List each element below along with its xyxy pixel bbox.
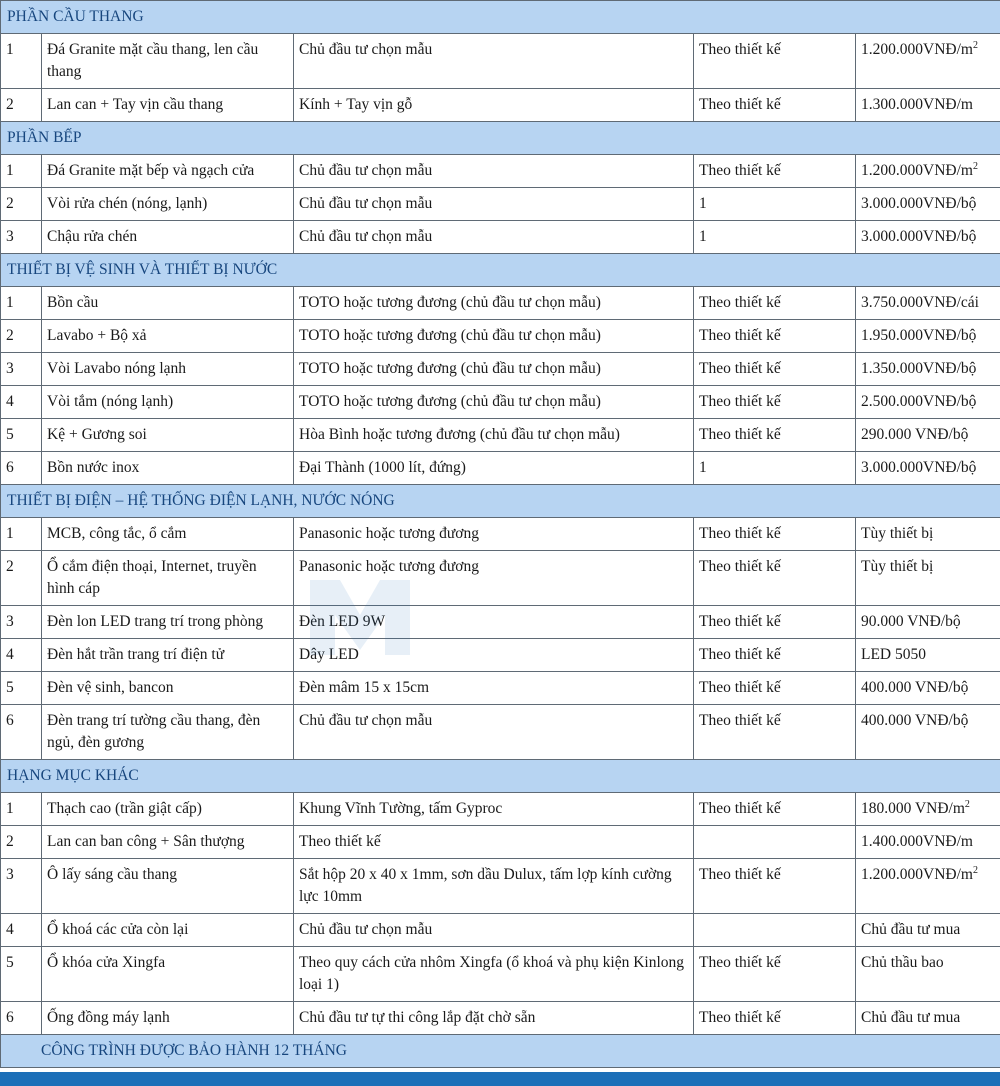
row-number-cell: 1	[1, 155, 42, 188]
specification-cell: Panasonic hoặc tương đương	[294, 551, 694, 606]
specification-cell: Dây LED	[294, 639, 694, 672]
specification-cell: Đèn LED 9W	[294, 606, 694, 639]
price-cell: 90.000 VNĐ/bộ	[856, 606, 1000, 639]
warranty-footer-row	[1, 1035, 1000, 1068]
row-number-cell: 2	[1, 188, 42, 221]
unit-exponent: 2	[972, 160, 978, 172]
unit-exponent: 2	[972, 864, 978, 876]
price-cell: LED 5050	[856, 639, 1000, 672]
row-number-cell: 2	[1, 89, 42, 122]
specification-cell: Chủ đầu tư chọn mẫu	[294, 188, 694, 221]
section-title: PHẦN BẾP	[1, 122, 1000, 155]
row-number-cell: 6	[1, 452, 42, 485]
quantity-cell: 1	[694, 188, 856, 221]
price-cell: 1.300.000VNĐ/m	[856, 89, 1000, 122]
quantity-cell: Theo thiết kế	[694, 89, 856, 122]
price-cell	[856, 859, 1000, 914]
item-name-cell: Vòi tắm (nóng lạnh)	[42, 386, 294, 419]
price-cell	[856, 155, 1000, 188]
price-cell: 3.000.000VNĐ/bộ	[856, 221, 1000, 254]
price-cell: 290.000 VNĐ/bộ	[856, 419, 1000, 452]
item-name-cell: Đá Granite mặt bếp và ngạch cửa	[42, 155, 294, 188]
specification-cell: Theo quy cách cửa nhôm Xingfa (ổ khoá và phụ kiện Kinlong loại 1)	[294, 947, 694, 1002]
specification-cell: Hòa Bình hoặc tương đương (chủ đầu tư chọn mẫu)	[294, 419, 694, 452]
table-row	[1, 34, 1000, 89]
table-row	[1, 386, 1000, 419]
section-header-row	[1, 122, 1000, 155]
table-row	[1, 419, 1000, 452]
specification-cell: Đại Thành (1000 lít, đứng)	[294, 452, 694, 485]
price-cell	[856, 793, 1000, 826]
price-cell: Chủ đầu tư mua	[856, 914, 1000, 947]
section-header-row	[1, 1, 1000, 34]
row-number-cell: 5	[1, 419, 42, 452]
row-number-cell: 3	[1, 221, 42, 254]
table-row	[1, 793, 1000, 826]
quantity-cell: 1	[694, 452, 856, 485]
item-name-cell: Lan can ban công + Sân thượng	[42, 826, 294, 859]
item-name-cell: Đèn hắt trần trang trí điện tử	[42, 639, 294, 672]
quantity-cell: Theo thiết kế	[694, 155, 856, 188]
item-name-cell: Đèn trang trí tường cầu thang, đèn ngủ, đèn gương	[42, 705, 294, 760]
quantity-cell: Theo thiết kế	[694, 34, 856, 89]
section-header-row	[1, 760, 1000, 793]
row-number-cell: 6	[1, 1002, 42, 1035]
section-title: THIẾT BỊ ĐIỆN – HỆ THỐNG ĐIỆN LẠNH, NƯỚC NÓNG	[1, 485, 1000, 518]
bottom-accent-bar	[0, 1072, 1000, 1086]
specification-cell: Chủ đầu tư chọn mẫu	[294, 914, 694, 947]
section-title: HẠNG MỤC KHÁC	[1, 760, 1000, 793]
item-name-cell: Lavabo + Bộ xả	[42, 320, 294, 353]
row-number-cell: 3	[1, 859, 42, 914]
table-row	[1, 639, 1000, 672]
price-text: 1.200.000VNĐ/m	[861, 866, 973, 883]
specification-cell: Kính + Tay vịn gỗ	[294, 89, 694, 122]
table-row	[1, 947, 1000, 1002]
warranty-text: CÔNG TRÌNH ĐƯỢC BẢO HÀNH 12 THÁNG	[1, 1035, 1000, 1068]
table-row	[1, 287, 1000, 320]
price-text: 1.200.000VNĐ/m	[861, 41, 973, 58]
item-name-cell: MCB, công tắc, ổ cắm	[42, 518, 294, 551]
table-row	[1, 188, 1000, 221]
price-cell	[856, 34, 1000, 89]
quantity-cell: Theo thiết kế	[694, 947, 856, 1002]
materials-table-body	[1, 1, 1000, 1068]
table-row	[1, 221, 1000, 254]
specification-cell: Sắt hộp 20 x 40 x 1mm, sơn dầu Dulux, tấm lợp kính cường lực 10mm	[294, 859, 694, 914]
row-number-cell: 2	[1, 551, 42, 606]
item-name-cell: Bồn cầu	[42, 287, 294, 320]
section-header-row	[1, 254, 1000, 287]
item-name-cell: Vòi Lavabo nóng lạnh	[42, 353, 294, 386]
row-number-cell: 1	[1, 287, 42, 320]
specification-cell: TOTO hoặc tương đương (chủ đầu tư chọn mẫu)	[294, 386, 694, 419]
table-row	[1, 826, 1000, 859]
item-name-cell: Vòi rửa chén (nóng, lạnh)	[42, 188, 294, 221]
row-number-cell: 4	[1, 639, 42, 672]
price-cell: Chủ đầu tư mua	[856, 1002, 1000, 1035]
table-row	[1, 606, 1000, 639]
row-number-cell: 1	[1, 518, 42, 551]
price-cell: Tùy thiết bị	[856, 551, 1000, 606]
quantity-cell: Theo thiết kế	[694, 518, 856, 551]
section-title: PHẦN CẦU THANG	[1, 1, 1000, 34]
specification-cell: Chủ đầu tư chọn mẫu	[294, 155, 694, 188]
price-cell: 1.350.000VNĐ/bộ	[856, 353, 1000, 386]
table-row	[1, 859, 1000, 914]
price-cell: 2.500.000VNĐ/bộ	[856, 386, 1000, 419]
quantity-cell	[694, 914, 856, 947]
price-text: 180.000 VNĐ/m	[861, 800, 965, 817]
row-number-cell: 4	[1, 914, 42, 947]
table-row	[1, 353, 1000, 386]
specification-cell: Theo thiết kế	[294, 826, 694, 859]
price-cell: 1.950.000VNĐ/bộ	[856, 320, 1000, 353]
item-name-cell: Kệ + Gương soi	[42, 419, 294, 452]
price-cell: Chủ thầu bao	[856, 947, 1000, 1002]
row-number-cell: 4	[1, 386, 42, 419]
table-row	[1, 914, 1000, 947]
specification-cell: Đèn mâm 15 x 15cm	[294, 672, 694, 705]
specification-cell: Khung Vĩnh Tường, tấm Gyproc	[294, 793, 694, 826]
section-title: THIẾT BỊ VỆ SINH VÀ THIẾT BỊ NƯỚC	[1, 254, 1000, 287]
specification-cell: TOTO hoặc tương đương (chủ đầu tư chọn mẫu)	[294, 320, 694, 353]
row-number-cell: 6	[1, 705, 42, 760]
quantity-cell: Theo thiết kế	[694, 287, 856, 320]
row-number-cell: 2	[1, 826, 42, 859]
price-cell: 3.750.000VNĐ/cái	[856, 287, 1000, 320]
row-number-cell: 5	[1, 672, 42, 705]
table-row	[1, 672, 1000, 705]
quantity-cell: Theo thiết kế	[694, 606, 856, 639]
price-cell: 1.400.000VNĐ/m	[856, 826, 1000, 859]
quantity-cell: Theo thiết kế	[694, 672, 856, 705]
quantity-cell: Theo thiết kế	[694, 705, 856, 760]
specification-cell: Chủ đầu tư chọn mẫu	[294, 221, 694, 254]
item-name-cell: Lan can + Tay vịn cầu thang	[42, 89, 294, 122]
price-cell: Tùy thiết bị	[856, 518, 1000, 551]
quantity-cell: Theo thiết kế	[694, 320, 856, 353]
quantity-cell: Theo thiết kế	[694, 1002, 856, 1035]
specification-cell: TOTO hoặc tương đương (chủ đầu tư chọn mẫu)	[294, 287, 694, 320]
table-row	[1, 452, 1000, 485]
item-name-cell: Ô lấy sáng cầu thang	[42, 859, 294, 914]
quantity-cell: Theo thiết kế	[694, 551, 856, 606]
specification-cell: Chủ đầu tư chọn mẫu	[294, 34, 694, 89]
table-row	[1, 551, 1000, 606]
table-row	[1, 89, 1000, 122]
unit-exponent: 2	[972, 39, 978, 51]
price-cell: 3.000.000VNĐ/bộ	[856, 452, 1000, 485]
specification-cell: Chủ đầu tư tự thi công lắp đặt chờ sẵn	[294, 1002, 694, 1035]
row-number-cell: 5	[1, 947, 42, 1002]
table-row	[1, 155, 1000, 188]
item-name-cell: Ống đồng máy lạnh	[42, 1002, 294, 1035]
row-number-cell: 1	[1, 34, 42, 89]
specification-cell: TOTO hoặc tương đương (chủ đầu tư chọn mẫu)	[294, 353, 694, 386]
specification-cell: Panasonic hoặc tương đương	[294, 518, 694, 551]
row-number-cell: 1	[1, 793, 42, 826]
table-row	[1, 518, 1000, 551]
section-header-row	[1, 485, 1000, 518]
row-number-cell: 3	[1, 606, 42, 639]
unit-exponent: 2	[964, 798, 970, 810]
quantity-cell: Theo thiết kế	[694, 859, 856, 914]
quantity-cell: Theo thiết kế	[694, 419, 856, 452]
item-name-cell: Ổ khóa cửa Xingfa	[42, 947, 294, 1002]
item-name-cell: Đá Granite mặt cầu thang, len cầu thang	[42, 34, 294, 89]
quantity-cell: Theo thiết kế	[694, 639, 856, 672]
price-cell: 3.000.000VNĐ/bộ	[856, 188, 1000, 221]
table-row	[1, 1002, 1000, 1035]
quantity-cell: Theo thiết kế	[694, 793, 856, 826]
table-row	[1, 320, 1000, 353]
quantity-cell: Theo thiết kế	[694, 386, 856, 419]
item-name-cell: Ổ cắm điện thoại, Internet, truyền hình cáp	[42, 551, 294, 606]
item-name-cell: Thạch cao (trần giật cấp)	[42, 793, 294, 826]
specification-cell: Chủ đầu tư chọn mẫu	[294, 705, 694, 760]
item-name-cell: Ổ khoá các cửa còn lại	[42, 914, 294, 947]
item-name-cell: Đèn vệ sinh, bancon	[42, 672, 294, 705]
row-number-cell: 3	[1, 353, 42, 386]
price-text: 1.200.000VNĐ/m	[861, 162, 973, 179]
quantity-cell	[694, 826, 856, 859]
price-cell: 400.000 VNĐ/bộ	[856, 672, 1000, 705]
table-row	[1, 705, 1000, 760]
row-number-cell: 2	[1, 320, 42, 353]
item-name-cell: Đèn lon LED trang trí trong phòng	[42, 606, 294, 639]
item-name-cell: Chậu rửa chén	[42, 221, 294, 254]
quantity-cell: Theo thiết kế	[694, 353, 856, 386]
quantity-cell: 1	[694, 221, 856, 254]
price-cell: 400.000 VNĐ/bộ	[856, 705, 1000, 760]
item-name-cell: Bồn nước inox	[42, 452, 294, 485]
